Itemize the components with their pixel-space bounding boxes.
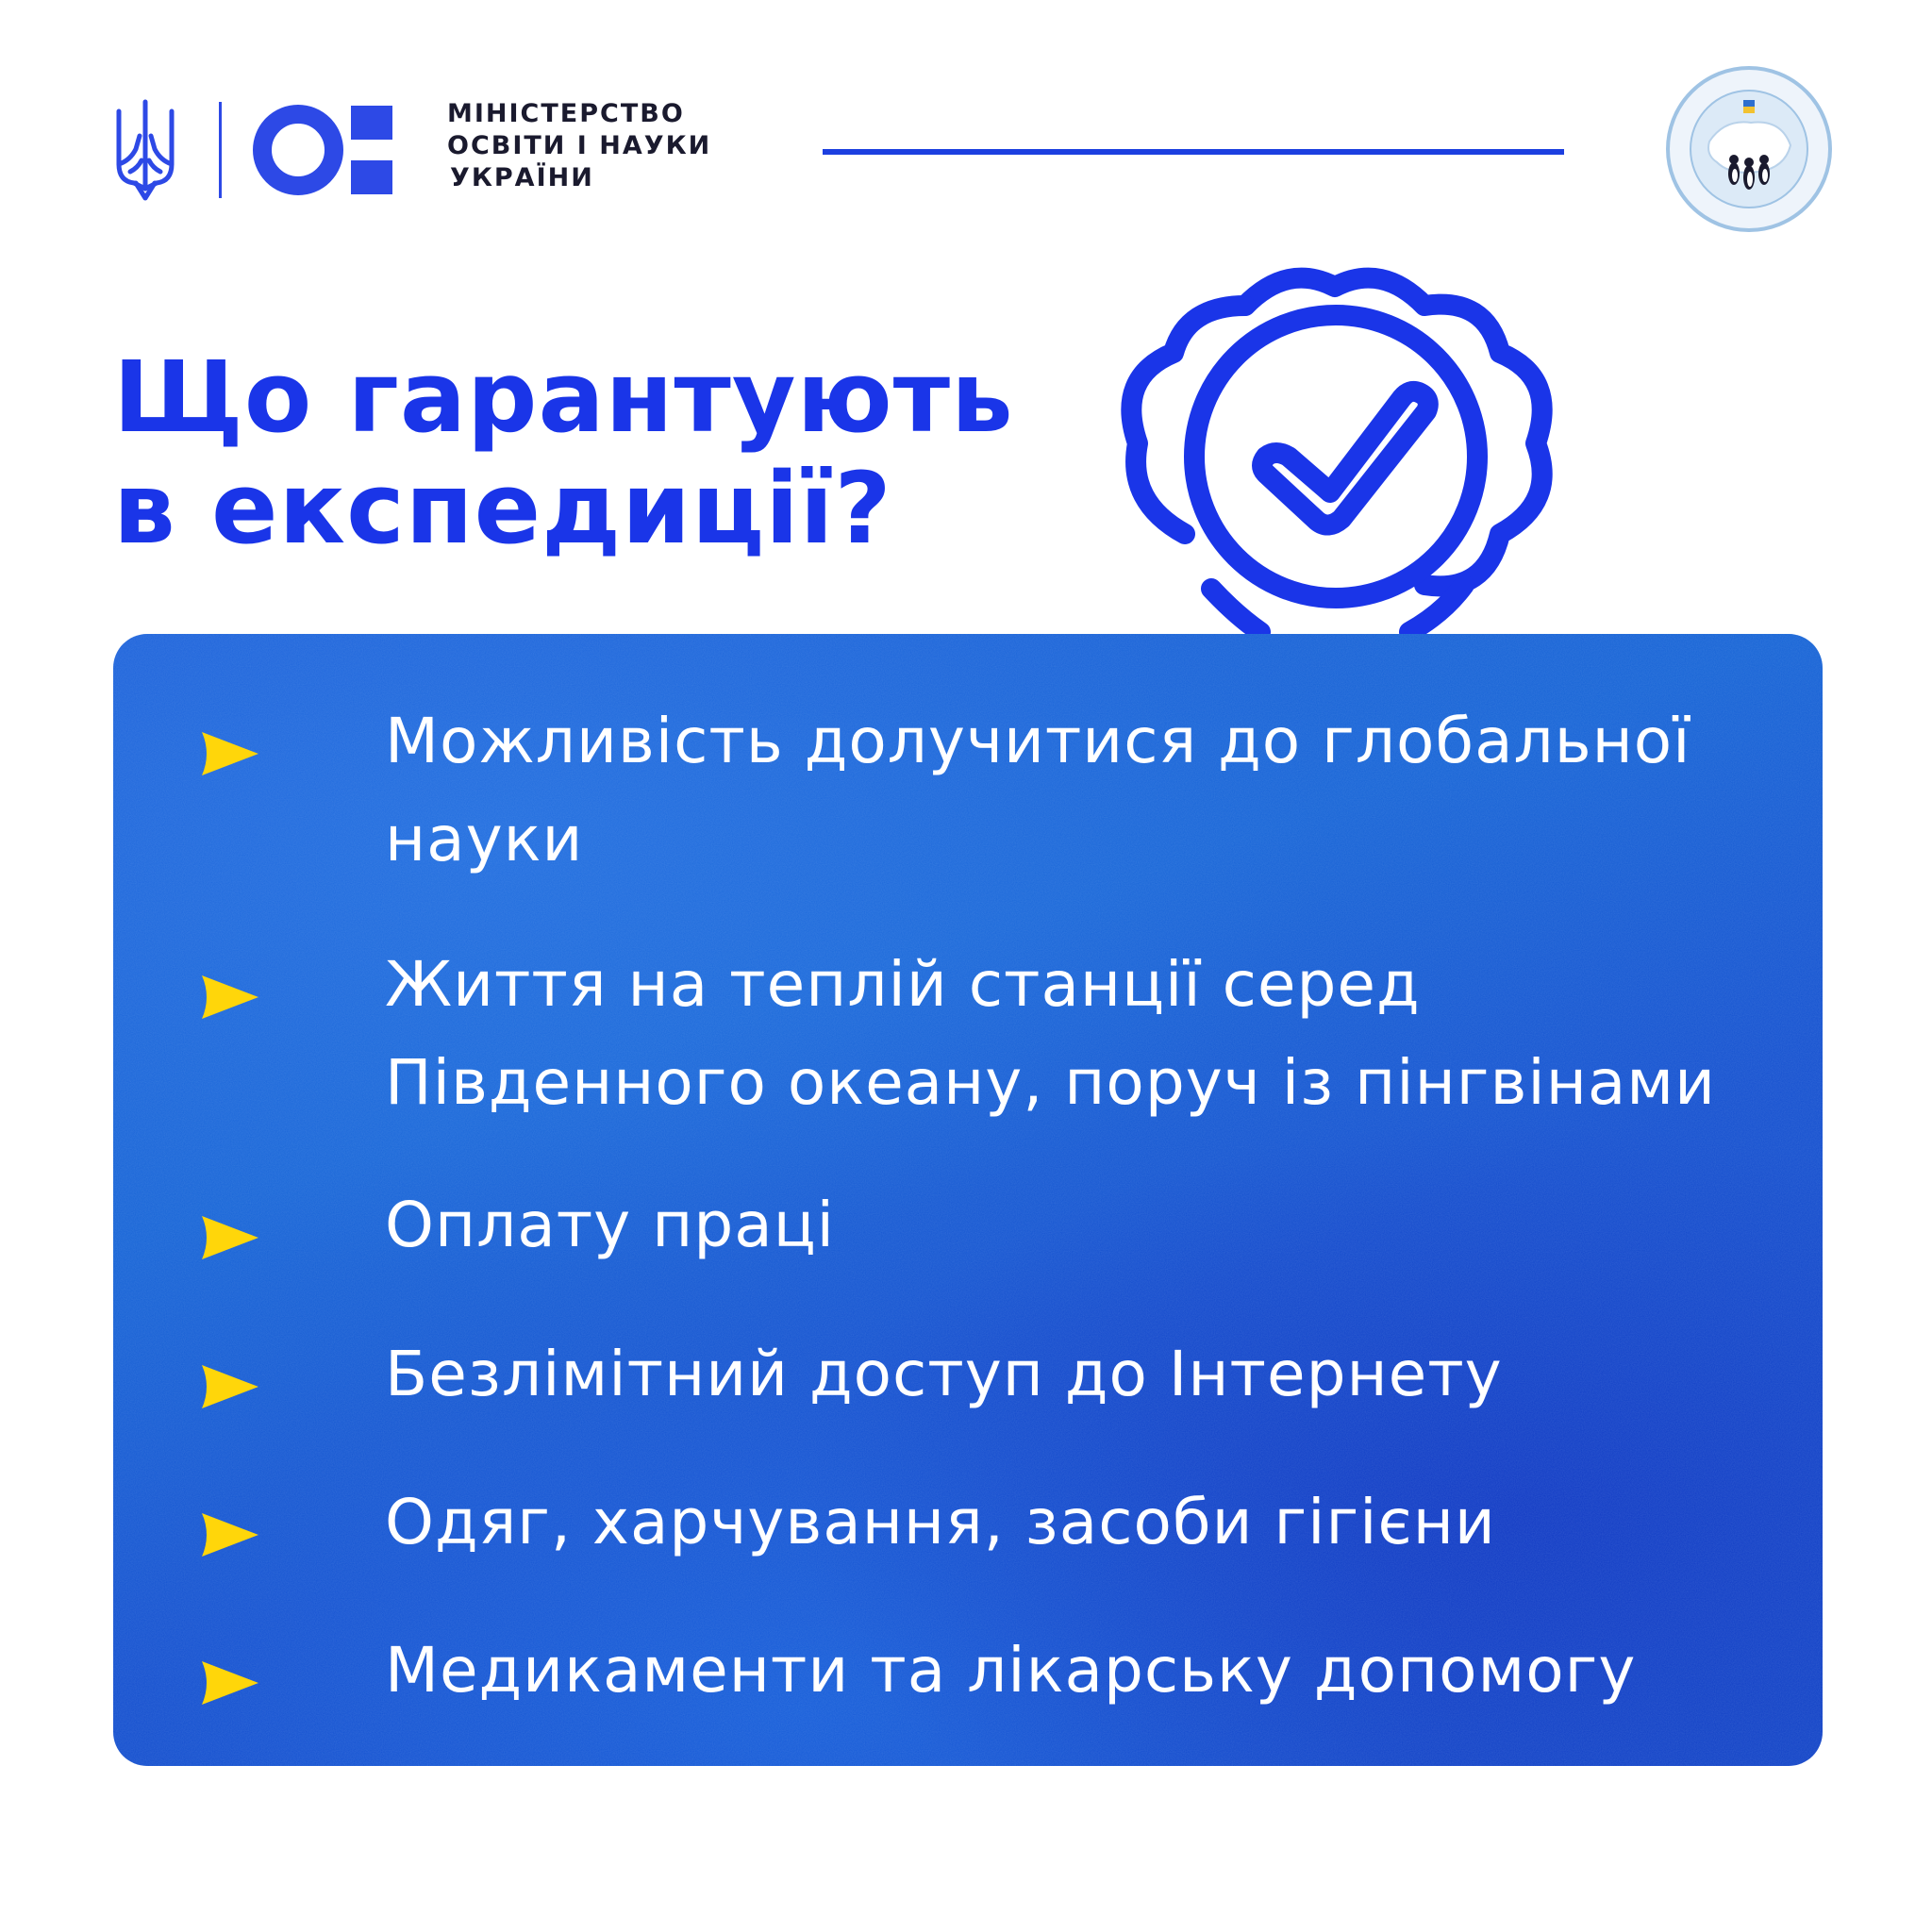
yellow-arrow-icon bbox=[200, 1659, 260, 1707]
yellow-arrow-icon bbox=[200, 1214, 260, 1261]
ministry-name-line: МІНІСТЕРСТВО bbox=[447, 99, 685, 128]
list-item-line: Життя на теплій станції серед bbox=[385, 948, 1421, 1021]
list-item-line: науки bbox=[385, 803, 584, 875]
yellow-arrow-icon bbox=[200, 730, 260, 777]
list-item-line: Можливість долучитися до глобальної bbox=[385, 705, 1691, 777]
benefits-card bbox=[113, 634, 1823, 1766]
list-item-line: Південного океану, поруч із пінгвінами bbox=[385, 1046, 1716, 1119]
title-line: в експедиції? bbox=[113, 451, 892, 566]
page-title bbox=[113, 341, 1014, 564]
header-rule bbox=[823, 149, 1564, 155]
list-item-text: Одяг, харчування, засоби гігієни bbox=[385, 1486, 1496, 1558]
header-divider bbox=[219, 102, 222, 198]
title-line: Що гарантують bbox=[113, 340, 1014, 455]
list-item-text: Медикаменти та лікарську допомогу bbox=[385, 1634, 1637, 1707]
certificate-checkmark-icon bbox=[1094, 255, 1575, 651]
ministry-name-line: УКРАЇНИ bbox=[450, 163, 594, 192]
yellow-arrow-icon bbox=[200, 974, 260, 1021]
list-item-text: Безлімітний доступ до Інтернету bbox=[385, 1338, 1503, 1410]
list-item-text bbox=[385, 692, 1823, 889]
list-item-text: Оплату праці bbox=[385, 1189, 835, 1261]
benefits-list bbox=[113, 634, 1823, 1766]
list-item-text bbox=[385, 936, 1823, 1132]
trident-icon bbox=[111, 98, 179, 202]
ministry-name-line: ОСВІТИ І НАУКИ bbox=[447, 131, 712, 160]
yellow-arrow-icon bbox=[200, 1511, 260, 1558]
nasc-seal-logo bbox=[1664, 64, 1834, 234]
ministry-logo-icon bbox=[253, 98, 394, 202]
ministry-name bbox=[447, 98, 711, 194]
yellow-arrow-icon bbox=[200, 1363, 260, 1410]
